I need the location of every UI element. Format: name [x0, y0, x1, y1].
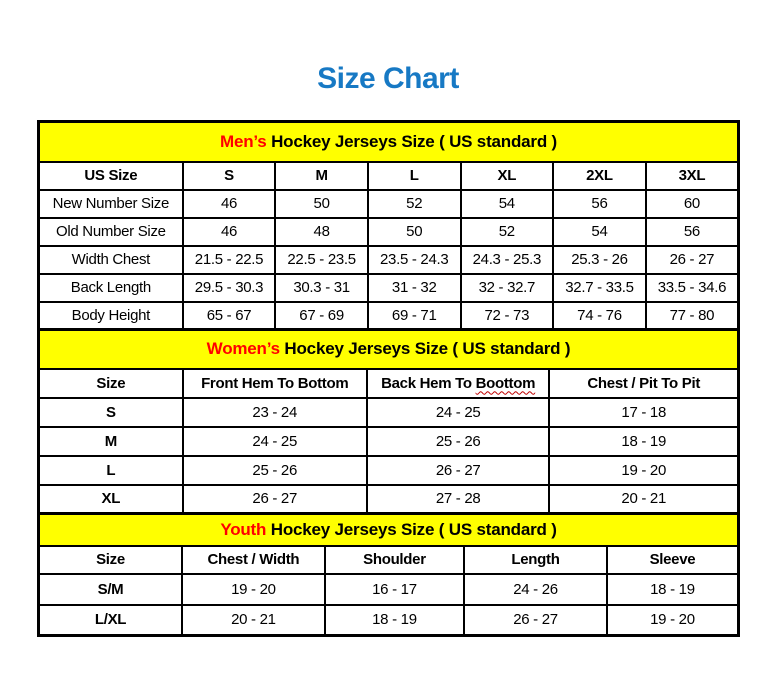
table-row	[39, 302, 739, 330]
table-cell: 77 - 80	[646, 302, 739, 330]
column-header: Chest / Width	[182, 546, 325, 574]
table-cell: 25.3 - 26	[553, 246, 646, 274]
table-cell: 23 - 24	[183, 398, 367, 427]
row-label: L	[39, 456, 183, 485]
youth-title-rest: Hockey Jerseys Size ( US standard )	[270, 519, 557, 539]
table-cell: 32 - 32.7	[461, 274, 554, 302]
youth-title-highlight: Youth	[220, 519, 267, 539]
table-cell: 26 - 27	[464, 605, 607, 636]
womens-title-rest: Hockey Jerseys Size ( US standard )	[284, 339, 571, 359]
row-label: M	[39, 427, 183, 456]
column-header: Front Hem To Bottom	[183, 369, 367, 398]
row-label: New Number Size	[39, 190, 183, 218]
womens-title-highlight: Women’s	[206, 339, 280, 359]
table-cell: 29.5 - 30.3	[183, 274, 276, 302]
column-header-text: Back Hem To	[381, 374, 472, 392]
table-cell: 72 - 73	[461, 302, 554, 330]
table-row	[39, 427, 739, 456]
table-cell: 54	[553, 218, 646, 246]
table-row	[39, 574, 739, 605]
womens-size-table	[37, 328, 740, 515]
table-cell: 19 - 20	[549, 456, 738, 485]
table-cell: 74 - 76	[553, 302, 646, 330]
table-cell: 25 - 26	[183, 456, 367, 485]
table-cell: 26 - 27	[646, 246, 739, 274]
table-cell: 25 - 26	[367, 427, 550, 456]
table-cell: 19 - 20	[607, 605, 739, 636]
size-chart-tables	[37, 120, 740, 637]
table-cell: 54	[461, 190, 554, 218]
table-cell: 24 - 25	[367, 398, 550, 427]
row-label: Old Number Size	[39, 218, 183, 246]
column-header: Length	[464, 546, 607, 574]
table-cell: 50	[368, 218, 461, 246]
table-cell: 32.7 - 33.5	[553, 274, 646, 302]
womens-section-band	[39, 330, 739, 369]
mens-section-band	[39, 122, 739, 162]
table-cell: 69 - 71	[368, 302, 461, 330]
youth-section-band	[39, 514, 739, 546]
table-cell: 16 - 17	[325, 574, 464, 605]
table-cell: 46	[183, 218, 276, 246]
column-header: Shoulder	[325, 546, 464, 574]
table-cell: 60	[646, 190, 739, 218]
table-cell: 56	[553, 190, 646, 218]
column-header: Sleeve	[607, 546, 739, 574]
row-label: S	[39, 398, 183, 427]
mens-section-title	[39, 122, 739, 162]
table-cell: 46	[183, 190, 276, 218]
column-header: 2XL	[553, 162, 646, 190]
mens-size-table	[37, 120, 740, 331]
table-cell: 31 - 32	[368, 274, 461, 302]
table-cell: 18 - 19	[549, 427, 738, 456]
table-cell: 21.5 - 22.5	[183, 246, 276, 274]
table-row	[39, 218, 739, 246]
row-label: Back Length	[39, 274, 183, 302]
table-cell: 56	[646, 218, 739, 246]
column-header: Size	[39, 546, 183, 574]
table-row	[39, 246, 739, 274]
youth-size-table	[37, 512, 740, 637]
misspelled-word: Boottom	[475, 374, 536, 392]
table-cell: 52	[461, 218, 554, 246]
row-label: S/M	[39, 574, 183, 605]
table-row	[39, 274, 739, 302]
table-cell: 65 - 67	[183, 302, 276, 330]
table-row	[39, 456, 739, 485]
womens-section-title	[39, 330, 739, 369]
column-header: S	[183, 162, 276, 190]
table-cell: 23.5 - 24.3	[368, 246, 461, 274]
table-cell: 26 - 27	[367, 456, 550, 485]
mens-title-rest: Hockey Jerseys Size ( US standard )	[271, 131, 557, 151]
table-cell: 20 - 21	[549, 485, 738, 514]
column-header: Chest / Pit To Pit	[549, 369, 738, 398]
table-row	[39, 485, 739, 514]
table-cell: 67 - 69	[275, 302, 368, 330]
table-cell: 19 - 20	[182, 574, 325, 605]
row-label: Width Chest	[39, 246, 183, 274]
column-header: 3XL	[646, 162, 739, 190]
column-header: XL	[461, 162, 554, 190]
row-label: XL	[39, 485, 183, 514]
page-title: Size Chart	[317, 62, 459, 95]
column-header: L	[368, 162, 461, 190]
row-label: L/XL	[39, 605, 183, 636]
womens-header-row	[39, 369, 739, 398]
table-cell: 17 - 18	[549, 398, 738, 427]
table-cell: 24.3 - 25.3	[461, 246, 554, 274]
table-cell: 24 - 26	[464, 574, 607, 605]
mens-header-row	[39, 162, 739, 190]
table-cell: 26 - 27	[183, 485, 367, 514]
youth-header-row	[39, 546, 739, 574]
table-cell: 18 - 19	[325, 605, 464, 636]
column-header: Size	[39, 369, 183, 398]
table-row	[39, 398, 739, 427]
column-header: M	[275, 162, 368, 190]
table-cell: 30.3 - 31	[275, 274, 368, 302]
table-row	[39, 605, 739, 636]
table-cell: 24 - 25	[183, 427, 367, 456]
table-row	[39, 190, 739, 218]
table-cell: 27 - 28	[367, 485, 550, 514]
table-cell: 52	[368, 190, 461, 218]
youth-section-title	[39, 514, 739, 546]
table-cell: 18 - 19	[607, 574, 739, 605]
table-cell: 50	[275, 190, 368, 218]
table-cell: 20 - 21	[182, 605, 325, 636]
table-cell: 22.5 - 23.5	[275, 246, 368, 274]
row-label: Body Height	[39, 302, 183, 330]
table-cell: 48	[275, 218, 368, 246]
mens-title-highlight: Men’s	[219, 131, 267, 151]
column-header: US Size	[39, 162, 183, 190]
table-cell: 33.5 - 34.6	[646, 274, 739, 302]
column-header	[367, 369, 550, 398]
